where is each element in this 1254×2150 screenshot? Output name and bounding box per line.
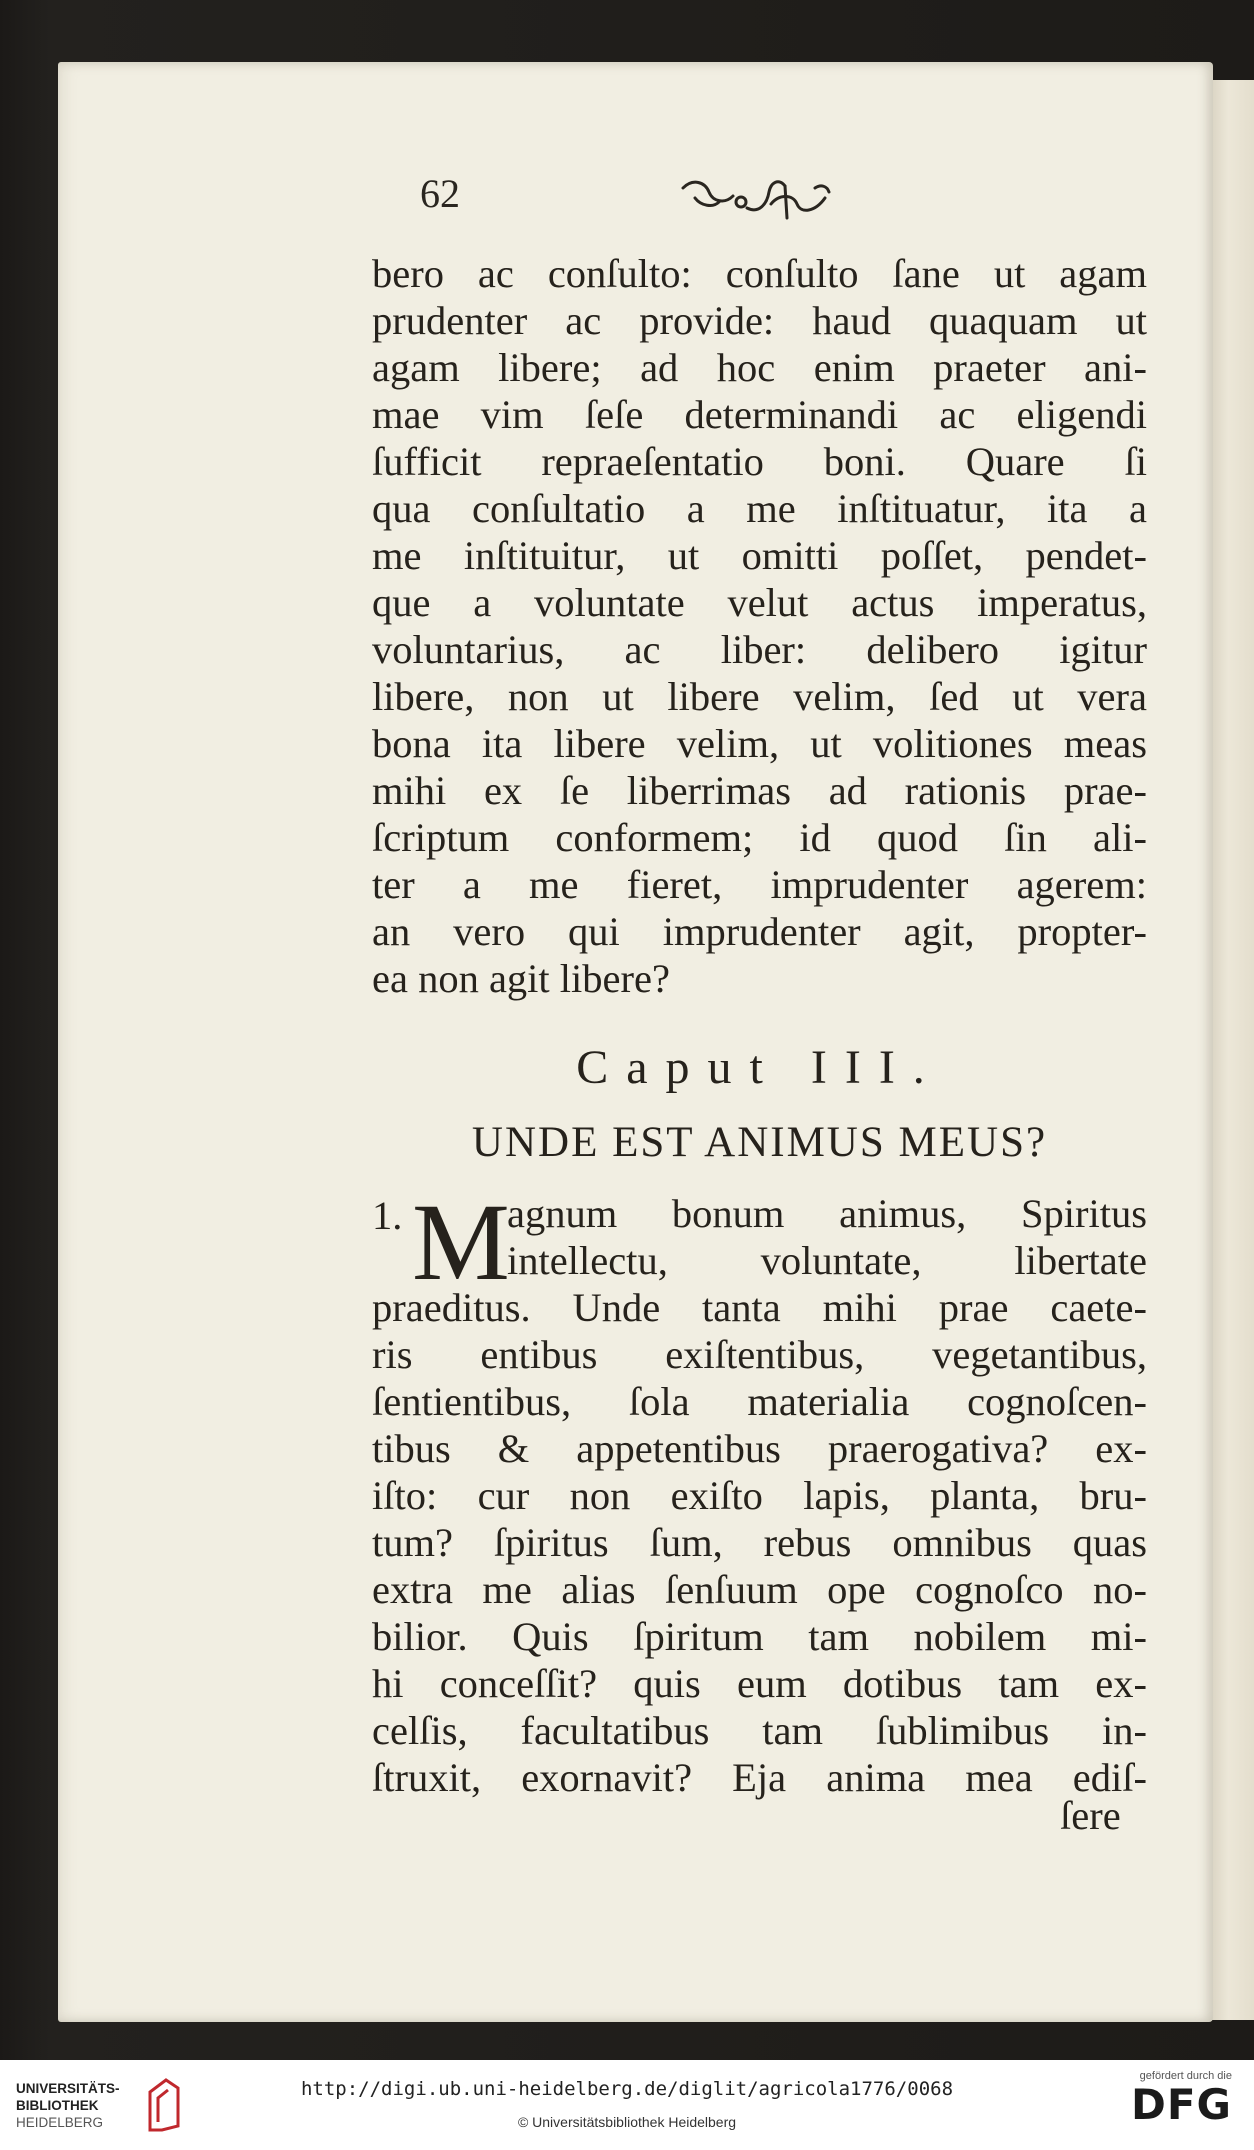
- section-text-block: [372, 1181, 1147, 1801]
- text-line: celſis, facultatibus tam ſublimibus in-: [372, 1708, 1147, 1753]
- ornament-icon: [675, 174, 835, 226]
- permalink-url[interactable]: http://digi.ub.uni-heidelberg.de/diglit/agricola1776/0068: [300, 2078, 954, 2100]
- text-line: hi conceſſit? quis eum dotibus tam ex-: [372, 1661, 1147, 1706]
- text-line: bona ita libere velim, ut volitiones meas: [372, 721, 1147, 766]
- text-line: intellectu, voluntate, libertate: [507, 1238, 1147, 1283]
- text-line: ſcriptum conformem; id quod ſin ali-: [372, 815, 1147, 860]
- section-number: 1.: [372, 1193, 403, 1238]
- text-line: bero ac conſulto: conſulto ſane ut agam: [372, 251, 1147, 296]
- catchword: ſere: [1060, 1793, 1121, 1838]
- chapter-heading: Caput III.: [576, 1041, 943, 1094]
- text-line: voluntarius, ac liber: delibero igitur: [372, 627, 1147, 672]
- text-line: iſto: cur non exiſto lapis, planta, bru-: [372, 1473, 1147, 1518]
- viewer-footer: [0, 2060, 1254, 2150]
- text-line: ris entibus exiſtentibus, vegetantibus,: [372, 1332, 1147, 1377]
- text-line: qua conſultatio a me inſtituatur, ita a: [372, 486, 1147, 531]
- text-line: praeditus. Unde tanta mihi prae caete-: [372, 1285, 1147, 1330]
- text-line: agnum bonum animus, Spiritus: [507, 1191, 1147, 1236]
- text-line: que a voluntate velut actus imperatus,: [372, 580, 1147, 625]
- text-line: ter a me fieret, imprudenter agerem:: [372, 862, 1147, 907]
- text-line: mae vim ſeſe determinandi ac eligendi: [372, 392, 1147, 437]
- body-text-block: [372, 250, 1147, 1002]
- text-line: tum? ſpiritus ſum, rebus omnibus quas: [372, 1520, 1147, 1565]
- page-header: [420, 170, 920, 230]
- sponsor-logo-text: DFG: [1130, 2080, 1232, 2129]
- text-line: me inſtituitur, ut omitti poſſet, pendet-: [372, 533, 1147, 578]
- text-line: ſufficit repraeſentatio boni. Quare ſi: [372, 439, 1147, 484]
- text-line: an vero qui imprudenter agit, propter-: [372, 909, 1147, 954]
- text-line: libere, non ut libere velim, ſed ut vera: [372, 674, 1147, 719]
- dropcap-letter: M: [412, 1181, 510, 1303]
- text-line: ſtruxit, exornavit? Eja anima mea ediſ-: [372, 1755, 1147, 1800]
- library-name-line: BIBLIOTHEK: [16, 2098, 99, 2113]
- copyright-notice: © Universitätsbibliothek Heidelberg: [517, 2114, 737, 2130]
- text-line: ſentientibus, ſola materialia cognoſcen-: [372, 1379, 1147, 1424]
- next-page-edge: [1208, 80, 1254, 2020]
- text-line: agam libere; ad hoc enim praeter ani-: [372, 345, 1147, 390]
- sponsor-caption: gefördert durch die: [1139, 2070, 1232, 2082]
- text-line: bilior. Quis ſpiritum tam nobilem mi-: [372, 1614, 1147, 1659]
- page-number: 62: [420, 171, 460, 216]
- text-line: mihi ex ſe liberrimas ad rationis prae-: [372, 768, 1147, 813]
- library-name-line: HEIDELBERG: [16, 2115, 104, 2130]
- chapter-subtitle: UNDE EST ANIMUS MEUS?: [471, 1119, 1048, 1166]
- library-name-line: UNIVERSITÄTS-: [16, 2081, 120, 2096]
- dfg-logo[interactable]: [1102, 2070, 1232, 2128]
- text-line: tibus & appetentibus praerogativa? ex-: [372, 1426, 1147, 1471]
- text-line: prudenter ac provide: haud quaquam ut: [372, 298, 1147, 343]
- text-line: extra me alias ſenſuum ope cognoſco no-: [372, 1567, 1147, 1612]
- text-line: ea non agit libere?: [372, 956, 670, 1001]
